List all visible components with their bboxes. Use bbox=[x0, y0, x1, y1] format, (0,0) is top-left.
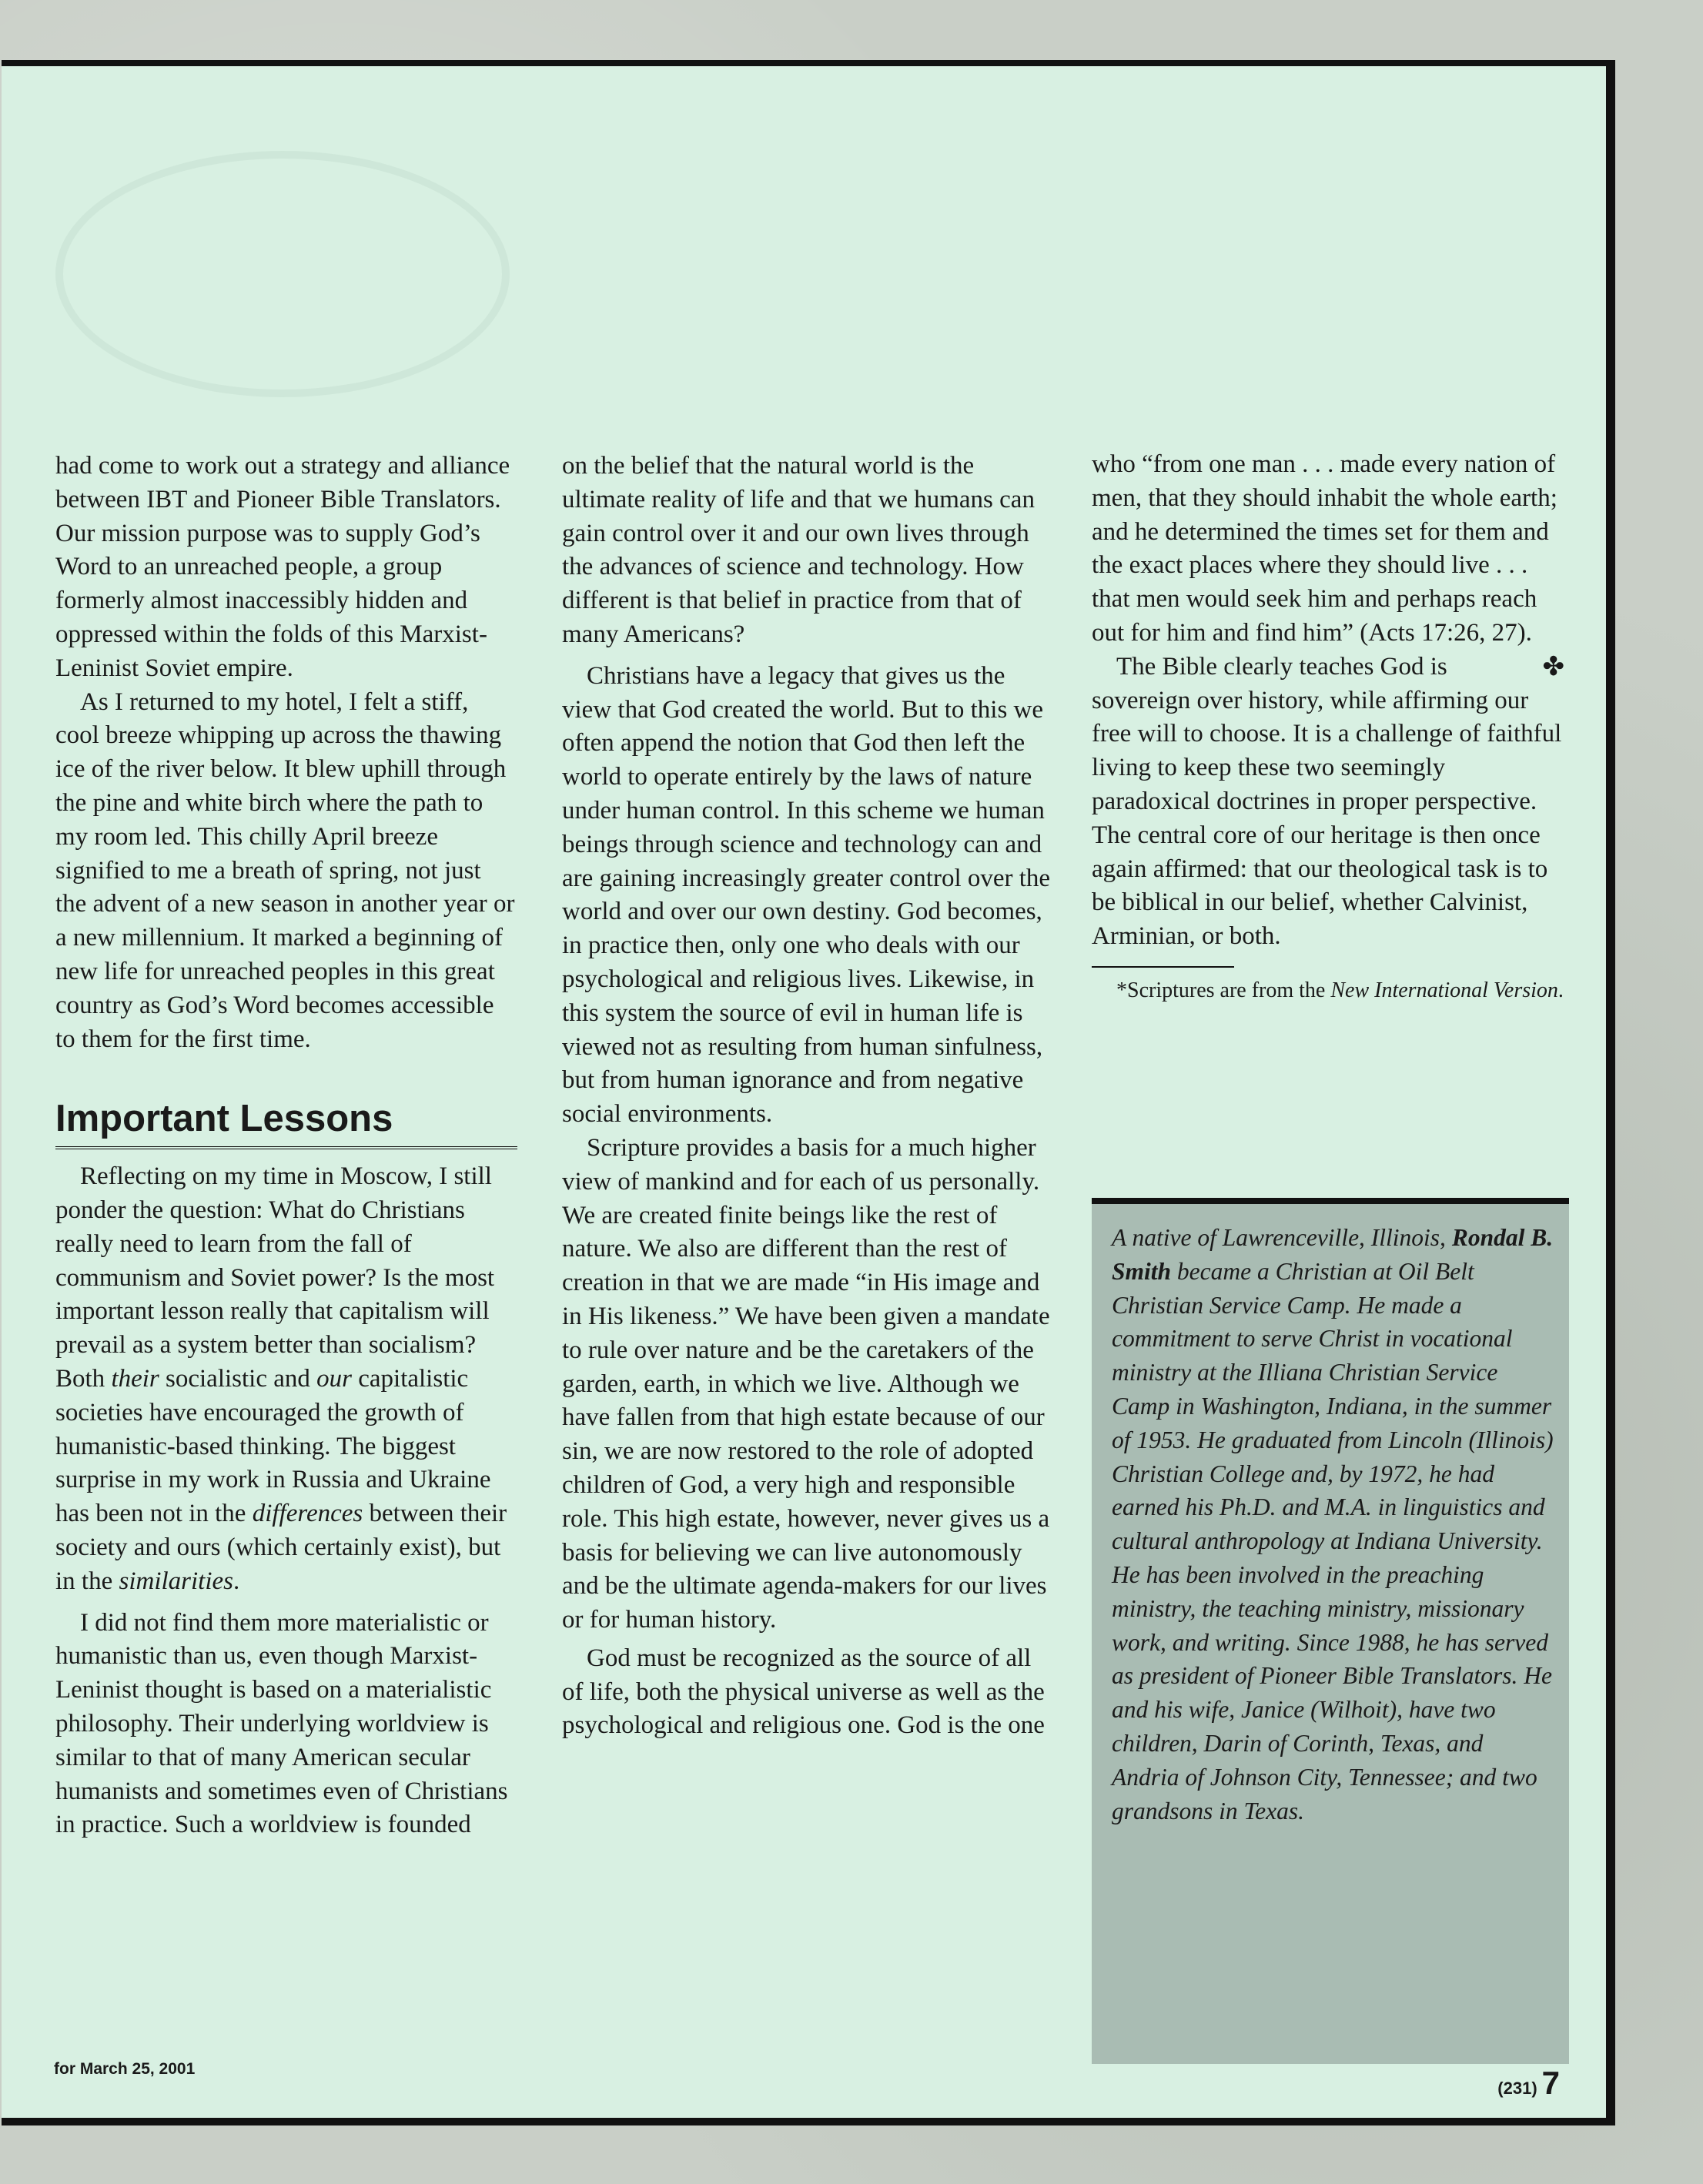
paragraph: As I returned to my hotel, I felt a stiff, cool breeze whipping up across the thawing ice of the river below. It blew uphill through the pine and white birch where the path to my room led. This chilly April breeze signified to me a breath of spring, not just the advent of a new season in another year or a new millennium. It marked a beginning of new life for unreached peoples in this great country as God’s Word becomes accessible to them for the first time. bbox=[55, 687, 515, 1053]
paragraph: I did not find them more materialistic or humanistic than us, even though Marxist-Leninist thought is based on a materialistic philosophy. Their underlying worldview is similar to that of many American secular humanists and sometimes even of Christians in practice. Such a worldview is founded bbox=[55, 1608, 508, 1839]
emphasis: their bbox=[111, 1365, 159, 1393]
paragraph: had come to work out a strategy and alliance between IBT and Pioneer Bible Translators. Our mission purpose was to supply God’s Word to an unreached people, a group formerly almost inaccessibly hidden and oppressed within the folds of this Marxist-Leninist Soviet empire. bbox=[55, 452, 510, 682]
faint-show-through-text bbox=[802, 159, 842, 294]
footnote: *Scriptures are from the New International Version. bbox=[1116, 978, 1564, 1002]
author-bio-box: A native of Lawrenceville, Illinois, Rondal B. Smith became a Christian at Oil Belt Christian Service Camp. He made a commitment to serve Christ in vocational ministry at the Illiana Christian Service Camp in Washington, Indiana, in the summer of 1953. He graduated from Lincoln (Illinois) Christian College and, by 1972, he had earned his Ph.D. and M.A. in linguistics and cultural anthropology at Indiana University. He has been involved in the preaching ministry, the teaching ministry, missionary work, and writing. Since 1988, he has served as president of Pioneer Bible Translators. He and his wife, Janice (Wilhoit), have two children, Darin of Corinth, Texas, and Andria of Johnson City, Tennessee; and two grandsons in Texas. bbox=[1092, 1198, 1569, 2064]
footnote-rule bbox=[1092, 966, 1234, 968]
paragraph: Christians have a legacy that gives us the view that God created the world. But to this we often append the notion that God then left the world to operate entirely by the laws of nature under human control. In this scheme we human beings through science and technology can and are gaining increasingly greater control over the world and over our own destiny. God becomes, in practice then, only one who deals with our psychological and religious lives. Likewise, in this system the source of evil in human life is viewed not as resulting from human sinfulness, but from human ignorance and from negative social environments. bbox=[562, 661, 1051, 1129]
paragraph: God must be recognized as the source of all of life, both the physical universe as well as the psychological and religious one. God is the one bbox=[562, 1644, 1045, 1740]
issue-date: for March 25, 2001 bbox=[54, 2060, 196, 2078]
column-right bbox=[1092, 448, 1569, 1005]
paragraph: who “from one man . . . made every nation of men, that they should inhabit the whole earth; and he determined the times set for them and the exact places where they should live . . . that men would seek him and perhaps reach out for him and find him” (Acts 17:26, 27). bbox=[1092, 450, 1557, 647]
end-mark-icon: ✤ bbox=[1542, 652, 1564, 681]
paragraph: Reflecting on my time in Moscow, I still ponder the question: What do Christians really need to learn from the fall of communism and Soviet power? Is the most important lesson really that capitalism will prevail as a system better than socialism? Both their socialistic and our capitalistic societies have encouraged the growth of humanistic-based thinking. The biggest surprise in my work in Russia and Ukraine has been not in the differences between their society and ours (which certainly exist), but in the similarities. bbox=[55, 1162, 507, 1595]
emphasis: differences bbox=[252, 1500, 363, 1528]
magazine-page bbox=[2, 60, 1615, 2125]
paragraph: on the belief that the natural world is the ultimate reality of life and that we humans can gain control over it and our own lives through the advances of science and technology. How different is that belief in practice from that of many Americans? bbox=[562, 452, 1035, 648]
author-name: Rondal B. Smith bbox=[1112, 1224, 1554, 1285]
emphasis: similarities bbox=[119, 1567, 234, 1595]
column-left bbox=[55, 450, 517, 1842]
paragraph: ✤ The Bible clearly teaches God is sovereign over history, while affirming our free will to choose. It is a challenge of faithful living to keep these two seemingly paradoxical doctrines in proper perspective. The central core of our heritage is then once again affirmed: that our theological task is to be biblical in our belief, whether Calvinist, Arminian, or both. bbox=[1092, 651, 1569, 954]
paragraph: Scripture provides a basis for a much higher view of mankind and for each of us personally. We are created finite beings like the rest of nature. We also are different than the rest of creation in that we are made “in His image and in His likeness.” We have been given a mandate to rule over nature and be the caretakers of the garden, earth, in which we live. Although we have fallen from that high estate because of our sin, we are now restored to the role of adopted children of God, a very high and responsible role. This high estate, however, never gives us a basis for believing we can live autonomously and be the ultimate agenda-makers for our lives or for human history. bbox=[562, 1133, 1050, 1634]
folio-code: (231) bbox=[1497, 2079, 1537, 2098]
column-middle bbox=[562, 450, 1055, 1743]
faint-seal-show-through bbox=[55, 151, 510, 397]
page-folio bbox=[1497, 2065, 1560, 2102]
emphasis: our bbox=[316, 1365, 352, 1393]
page-number: 7 bbox=[1541, 2065, 1560, 2101]
section-heading: Important Lessons bbox=[55, 1099, 517, 1149]
